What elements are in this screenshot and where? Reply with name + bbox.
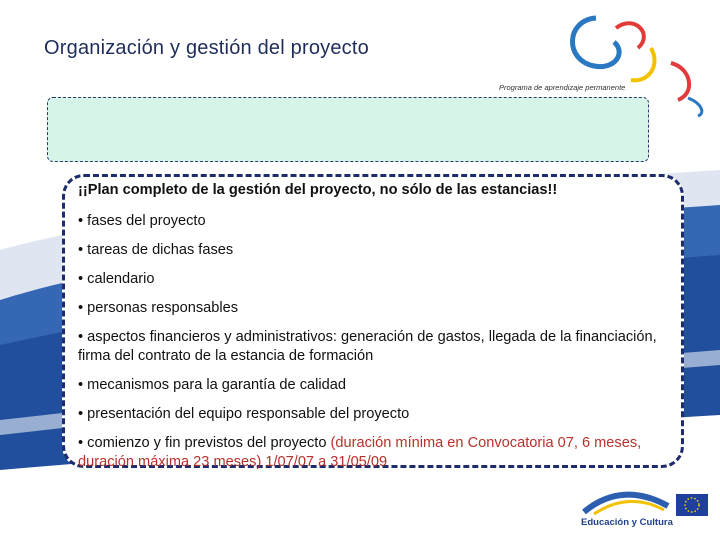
empty-text-box [47,97,649,162]
list-item: • mecanismos para la garantía de calidad [78,377,346,393]
list-item: • calendario [78,271,155,287]
content-heading: ¡¡Plan completo de la gestión del proyecto, no sólo de las estancias!! [78,182,558,198]
list-item: • fases del proyecto [78,213,206,229]
eu-education-logo [580,486,720,540]
slide-title: Organización y gestión del proyecto [44,37,369,59]
list-item: • personas responsables [78,300,239,316]
eu-logo-text: Educación y Cultura [581,517,673,528]
content-area [78,181,668,482]
list-item: • aspectos financieros y administrativos: generación de gastos, llegada de la financiación, firma del contrato de la estancia de formación [78,329,657,364]
dates-label: • comienzo y fin previstos del proyecto [78,435,331,451]
list-item-dates [78,434,668,472]
list-item: • tareas de dichas fases [78,242,234,258]
dates-detail: (duración mínima en Convocatoria 07, 6 meses, duración máxima 23 meses) 1/07/07 a 31/05/09 [78,435,642,470]
program-logo-text: Programa de aprendizaje permanente [499,83,626,92]
list-item: • presentación del equipo responsable del proyecto [78,406,410,422]
